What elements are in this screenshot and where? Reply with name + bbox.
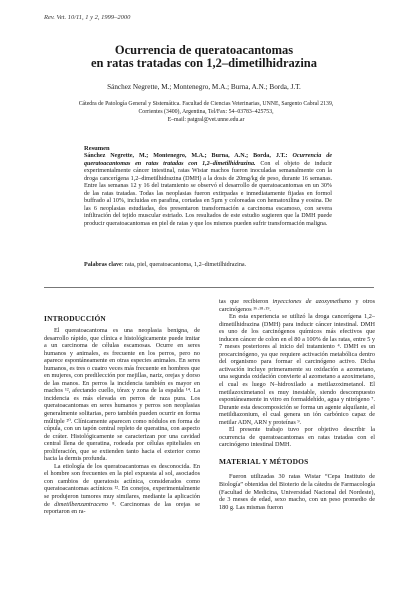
intro-continuation <box>219 298 375 313</box>
keywords-label: Palabras clave <box>84 262 122 268</box>
right-paragraph-1: En esta experiencia se utilizó la droga cancerígena 1,2–dimetilhidrazina (DMH) para inducir cáncer intestinal. DMH es uno de los carcinógenos químicos más efectivos que inducen cáncer de colon en el 80 a 100% de las ratas, entre 5 y 7 meses posteriores al inicio del tratamiento ⁴. DMH es un procarcinógeno, ya que requiere activación metabólica dentro del organismo para formar el carcinógeno activo. Dicha activación incluye primeramente su oxidación a azometano, una segunda oxidación convierte al azometano a azoximetano, el cual es luego N–hidroxilado a metilazoximetanol. El metilazoximetanol es muy inestable, siendo descompuesto espontáneamente in vitro en formaldehído, agua y nitrógeno ⁷. Durante esta descomposición se forma un agente alquilante, el metildiazonium, el cual genera un ión carbónico capaz de metilar ADN, ARN y proteínas ⁹. <box>219 313 375 426</box>
methods-paragraph-1: Fueron utilizadas 30 ratas Wistar “Cepa Instituto de Biología” obtenidas del Bioterio de la cátedra de Farmacología (Facultad de Medicina, Universidad Nacional del Nordeste), de 3 meses de edad, sexo macho, con un peso promedio de 180 g. Las mismas fueron <box>219 473 376 511</box>
journal-citation: Rev. Vet. 10/11, 1 y 2, 1999–2000 <box>44 14 131 21</box>
intro-p2-italic: dimetilbenzantraceno <box>54 500 108 508</box>
author-list: Sánchez Negrette, M.; Montenegro, M.A.; Burna, A.N.; Borda, J.T. <box>107 83 301 91</box>
title-line-1: Ocurrencia de queratoacantomas <box>114 43 294 57</box>
intro-paragraph-1: El queratoacantoma es una neoplasia benigna, de desarrollo rápido, que clínica e histológicamente puede imitar a un carcinoma de células escamosas. Ocurre en seres humanos y animales, es frecuente en los perros, pero no aparece espontáneamente en otras especies animales. En seres humanos, es tres o cuatro veces más frecuente en hombres que en mujeres, con predilección por mejillas, nariz, orejas y dorso de las manos. En perros la incidencia también es mayor en machos ¹², afectando cuello, tórax y zona de la espalda ¹⁴. La incidencia es más elevada en perros de raza pura. Los queratoacantomas en seres humanos y perros son neoplasias generalmente solitarias, pero también pueden ocurrir en forma múltiple ²⁰. Clínicamente aparecen como nódulos en forma de cúpula, con un tapón central repleto de queratina, con aspecto de cráter. Histológicamente se caracterizan por una cavidad central llena de queratina, rodeada por células epiteliales en proliferación, que se extienden tanto hacia el exterior como hacia la dermis profunda. <box>44 327 200 463</box>
abstract-body <box>84 153 332 228</box>
affiliation-line-2: Corrientes (3400), Argentina, Tel/Fax: 54–03783–425753, <box>138 109 274 116</box>
abstract-title: Ocurrencia de queratoacantomas en ratas tratadas con 1,2–dimetilhidrazina. <box>84 153 332 167</box>
article-title <box>0 44 408 70</box>
title-line-2: en ratas tratadas con 1,2–dimetilhidrazina <box>90 56 318 70</box>
right-column <box>219 298 375 511</box>
keywords-list: : rata, piel, queratoacantoma, 1,2–dimetilhidrazina. <box>121 262 247 268</box>
abstract-text: Con el objeto de inducir experimentalmente cáncer intestinal, ratas Wistar machos fueron inoculadas semanalmente con la droga cancerígena 1,2–dimetilhidrazina (DMH) a la dosis de 20mg/kg de peso, durante 16 semanas. Entre las semanas 12 y 16 del tratamiento se observó el desarrollo de queratoacantomas en un 30% de las ratas tratadas. Todas las neoplasias fueron extirpadas e inmediatamente fijadas en formol buffrado al 10%, incluidas en parafina, cortadas en 5µm y coloreadas con hematoxilina y eosina. De las 6 neoplasias estudiadas, dos presentaron transformación a carcinoma escamoso, con severa infiltración del tejido muscular estriado. Los resultados de este estudio sugieren que la DMH puede producir queratoacantomas en piel de ratas y que los mismos pueden sufrir transformación maligna. <box>84 160 332 227</box>
intro-heading: INTRODUCCIÓN <box>44 314 106 323</box>
cont-start: tas que recibieron <box>219 298 273 305</box>
right-paragraph-2: El presente trabajo tuvo por objetivo describir la ocurrencia de queratoacantomas en ratas tratadas con el carcinógeno intestinal DMH. <box>219 426 375 449</box>
affiliation-email: E–mail: patgral@vet.unne.edu.ar <box>167 117 245 124</box>
intro-p2-end: ⁸. Carcinomas de las orejas se reportaron en ra- <box>44 500 200 516</box>
abstract-heading: Resumen <box>84 145 110 152</box>
cont-italic: inyecciones de azoxymethano <box>272 298 352 305</box>
affiliation <box>44 100 368 124</box>
affiliation-line-1: Cátedra de Patología General y Sistemática. Facultad de Ciencias Veterinarias, UNNE, Sargento Cabral 2139, <box>78 101 334 107</box>
section-divider <box>44 287 374 288</box>
keywords <box>84 262 332 268</box>
cont-end: y otros carcinógenos ¹⁶·¹⁸·¹⁹. <box>219 298 375 313</box>
intro-column <box>44 327 200 516</box>
abstract-authors: Sánchez Negrette, M.; Montenegro, M.A.; Burna, A.N.; Borda, J.T.: <box>84 153 288 159</box>
intro-paragraph-2 <box>44 463 200 516</box>
intro-p2-text: La etiología de los queratoacantomas es desconocida. En el hombre son frecuentes en la piel expuesta al sol, asociados con cambios de queratosis actínica, considerados como queratoacantomas actínicos ¹². En conejos, experimentalmente se produjeron tumores muy similares, mediante la aplicación de <box>44 462 200 508</box>
methods-heading: MATERIAL Y MÉTODOS <box>219 456 309 466</box>
